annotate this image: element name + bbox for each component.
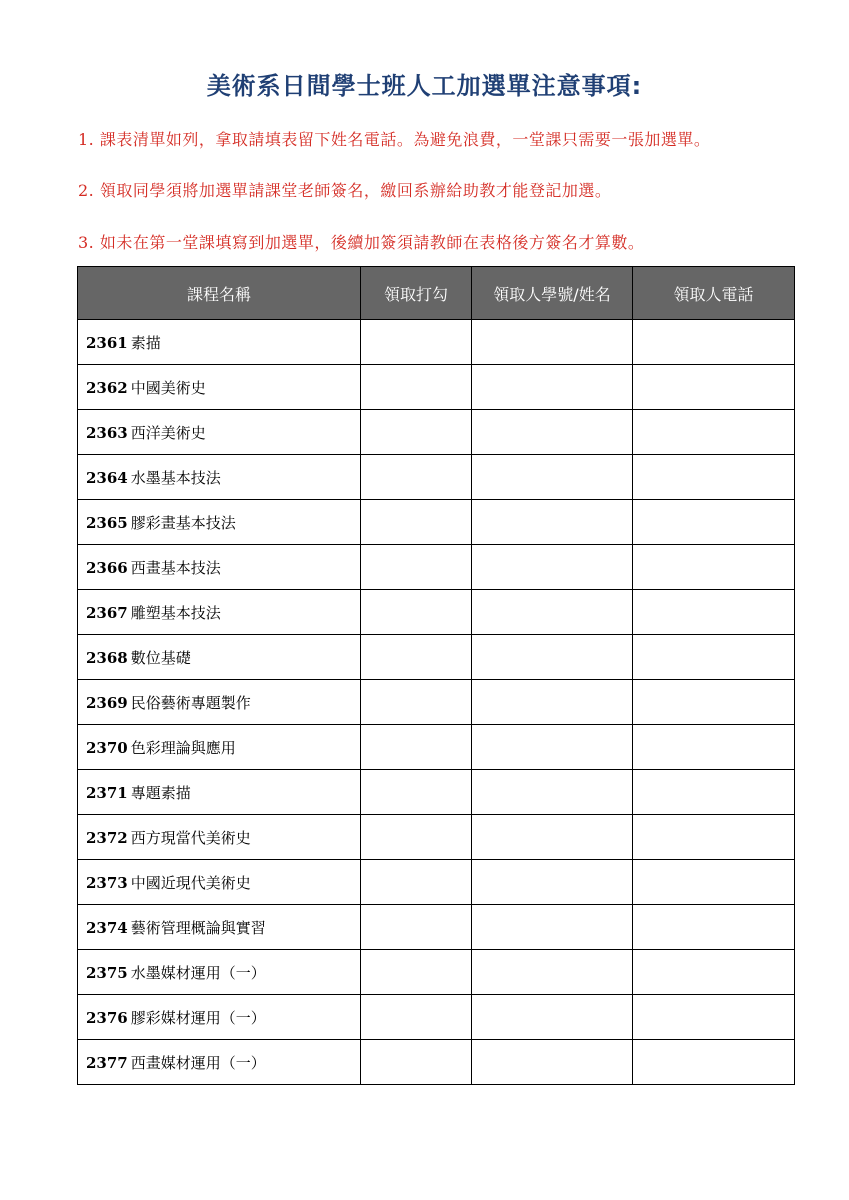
course-name: 雕塑基本技法: [130, 603, 221, 622]
header-phone: 領取人電話: [633, 267, 795, 320]
student-id-name-cell[interactable]: [472, 995, 633, 1040]
table-row: [78, 410, 795, 455]
phone-cell[interactable]: [633, 995, 795, 1040]
page-title: 美術系日間學士班人工加選單注意事項:: [206, 72, 643, 100]
course-name: 素描: [130, 333, 161, 352]
phone-cell[interactable]: [633, 905, 795, 950]
phone-cell[interactable]: [633, 860, 795, 905]
phone-cell[interactable]: [633, 725, 795, 770]
table-row: [78, 995, 795, 1040]
student-id-name-cell[interactable]: [472, 320, 633, 365]
course-cell: [78, 680, 361, 725]
phone-cell[interactable]: [633, 680, 795, 725]
table-row: [78, 725, 795, 770]
check-cell[interactable]: [361, 320, 472, 365]
table-row: [78, 500, 795, 545]
course-code: 2370: [86, 738, 128, 757]
phone-cell[interactable]: [633, 365, 795, 410]
course-name: 水墨媒材運用（一）: [130, 963, 266, 982]
phone-cell[interactable]: [633, 590, 795, 635]
course-name: 色彩理論與應用: [130, 738, 236, 757]
table-header-row: [78, 267, 795, 320]
student-id-name-cell[interactable]: [472, 860, 633, 905]
course-code: 2374: [86, 918, 128, 937]
student-id-name-cell[interactable]: [472, 500, 633, 545]
course-code: 2364: [86, 468, 128, 487]
table-row: [78, 1040, 795, 1085]
course-cell: [78, 320, 361, 365]
phone-cell[interactable]: [633, 635, 795, 680]
course-code: 2362: [86, 378, 128, 397]
table-row: [78, 815, 795, 860]
course-name: 膠彩媒材運用（一）: [130, 1008, 266, 1027]
course-code: 2375: [86, 963, 128, 982]
check-cell[interactable]: [361, 905, 472, 950]
header-check: 領取打勾: [361, 267, 472, 320]
course-cell: [78, 590, 361, 635]
phone-cell[interactable]: [633, 815, 795, 860]
table-row: [78, 590, 795, 635]
table-row: [78, 770, 795, 815]
header-course-name: 課程名稱: [78, 267, 361, 320]
table-row: [78, 455, 795, 500]
course-code: 2376: [86, 1008, 128, 1027]
course-cell: [78, 860, 361, 905]
table-row: [78, 950, 795, 995]
check-cell[interactable]: [361, 635, 472, 680]
check-cell[interactable]: [361, 770, 472, 815]
table-row: [78, 320, 795, 365]
phone-cell[interactable]: [633, 500, 795, 545]
table-row: [78, 680, 795, 725]
course-name: 中國美術史: [130, 378, 206, 397]
course-code: 2377: [86, 1053, 128, 1072]
course-name: 數位基礎: [130, 648, 191, 667]
check-cell[interactable]: [361, 455, 472, 500]
student-id-name-cell[interactable]: [472, 905, 633, 950]
add-course-table: [77, 266, 795, 1085]
header-student-id-name: 領取人學號/姓名: [472, 267, 633, 320]
student-id-name-cell[interactable]: [472, 455, 633, 500]
table-body: [78, 320, 795, 1085]
student-id-name-cell[interactable]: [472, 1040, 633, 1085]
course-name: 專題素描: [130, 783, 191, 802]
table-row: [78, 545, 795, 590]
student-id-name-cell[interactable]: [472, 365, 633, 410]
course-code: 2371: [86, 783, 128, 802]
notice-2: 2. 領取同學須將加選單請課堂老師簽名，繳回系辦給助教才能登記加選。: [78, 181, 612, 200]
student-id-name-cell[interactable]: [472, 725, 633, 770]
course-cell: [78, 770, 361, 815]
check-cell[interactable]: [361, 365, 472, 410]
course-name: 西方現當代美術史: [130, 828, 251, 847]
course-code: 2365: [86, 513, 128, 532]
student-id-name-cell[interactable]: [472, 590, 633, 635]
course-name: 西畫基本技法: [130, 558, 221, 577]
check-cell[interactable]: [361, 815, 472, 860]
check-cell[interactable]: [361, 590, 472, 635]
student-id-name-cell[interactable]: [472, 680, 633, 725]
check-cell[interactable]: [361, 1040, 472, 1085]
course-name: 水墨基本技法: [130, 468, 221, 487]
check-cell[interactable]: [361, 545, 472, 590]
phone-cell[interactable]: [633, 1040, 795, 1085]
course-cell: [78, 410, 361, 455]
student-id-name-cell[interactable]: [472, 545, 633, 590]
course-cell: [78, 455, 361, 500]
table-row: [78, 905, 795, 950]
check-cell[interactable]: [361, 680, 472, 725]
course-name: 西畫媒材運用（一）: [130, 1053, 266, 1072]
check-cell[interactable]: [361, 950, 472, 995]
course-name: 民俗藝術專題製作: [130, 693, 251, 712]
course-cell: [78, 950, 361, 995]
student-id-name-cell[interactable]: [472, 815, 633, 860]
phone-cell[interactable]: [633, 410, 795, 455]
course-code: 2367: [86, 603, 128, 622]
student-id-name-cell[interactable]: [472, 950, 633, 995]
phone-cell[interactable]: [633, 455, 795, 500]
phone-cell[interactable]: [633, 770, 795, 815]
student-id-name-cell[interactable]: [472, 410, 633, 455]
phone-cell[interactable]: [633, 320, 795, 365]
course-cell: [78, 365, 361, 410]
course-cell: [78, 995, 361, 1040]
table-row: [78, 860, 795, 905]
check-cell[interactable]: [361, 860, 472, 905]
course-name: 膠彩畫基本技法: [130, 513, 236, 532]
course-cell: [78, 815, 361, 860]
course-cell: [78, 545, 361, 590]
notice-3: 3. 如未在第一堂課填寫到加選單，後續加簽須請教師在表格後方簽名才算數。: [78, 233, 645, 252]
course-code: 2368: [86, 648, 128, 667]
check-cell[interactable]: [361, 410, 472, 455]
table-row: [78, 365, 795, 410]
course-code: 2366: [86, 558, 128, 577]
course-code: 2361: [86, 333, 128, 352]
table-row: [78, 635, 795, 680]
course-name: 藝術管理概論與實習: [130, 918, 266, 937]
check-cell[interactable]: [361, 500, 472, 545]
course-code: 2373: [86, 873, 128, 892]
course-cell: [78, 1040, 361, 1085]
course-cell: [78, 905, 361, 950]
student-id-name-cell[interactable]: [472, 770, 633, 815]
check-cell[interactable]: [361, 725, 472, 770]
course-cell: [78, 500, 361, 545]
notice-1: 1. 課表清單如列，拿取請填表留下姓名電話。為避免浪費，一堂課只需要一張加選單。: [78, 130, 711, 149]
phone-cell[interactable]: [633, 950, 795, 995]
course-cell: [78, 725, 361, 770]
student-id-name-cell[interactable]: [472, 635, 633, 680]
course-code: 2372: [86, 828, 128, 847]
course-name: 中國近現代美術史: [130, 873, 251, 892]
course-code: 2369: [86, 693, 128, 712]
course-code: 2363: [86, 423, 128, 442]
phone-cell[interactable]: [633, 545, 795, 590]
course-cell: [78, 635, 361, 680]
check-cell[interactable]: [361, 995, 472, 1040]
course-name: 西洋美術史: [130, 423, 206, 442]
